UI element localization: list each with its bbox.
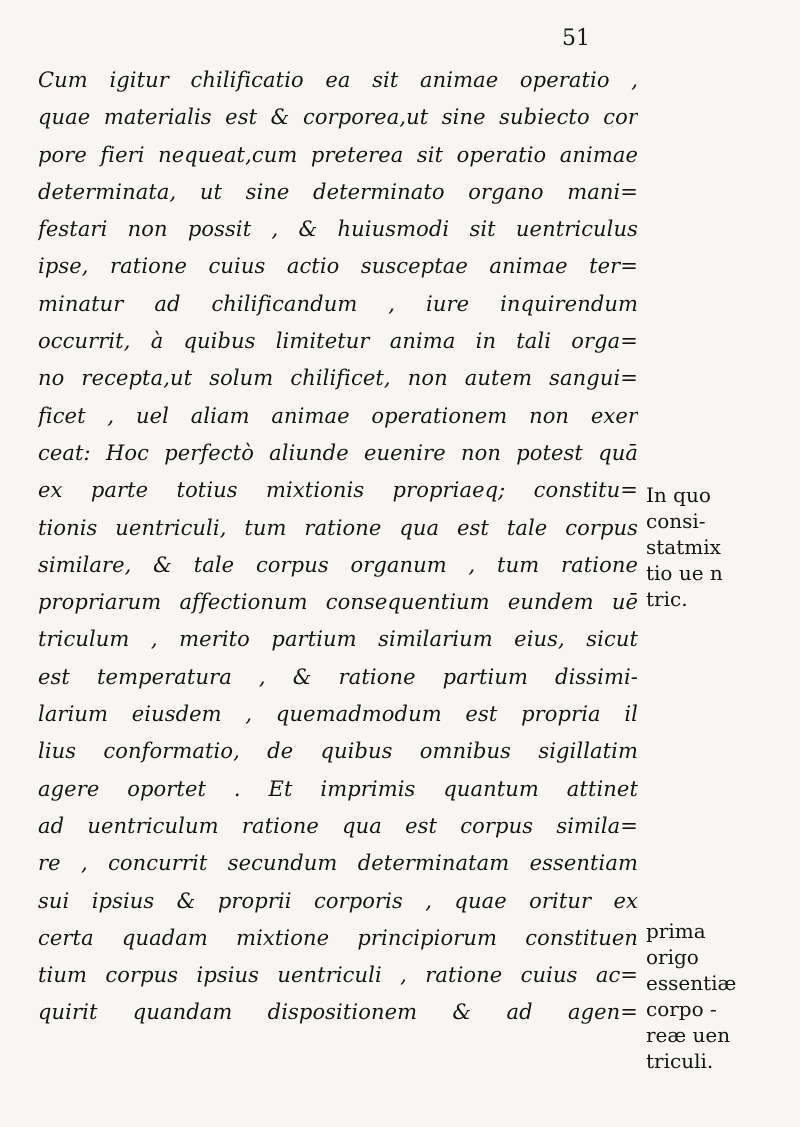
text-line: larium eiusdem , quemadmodum est propria il — [38, 702, 638, 727]
margin-line: prima — [646, 919, 706, 943]
text-line: agere oportet . Et imprimis quantum attinet — [38, 776, 638, 801]
text-line: pore fieri nequeat,cum preterea sit operatio animae — [38, 142, 638, 167]
body-text — [38, 62, 638, 1032]
text-line: ad uentriculum ratione qua est corpus simila= — [38, 813, 638, 838]
marginal-note-mixture — [646, 482, 723, 612]
text-line: quirit quandam dispositionem & ad agen= — [38, 1000, 638, 1025]
text-line: tionis uentriculi, tum ratione qua est tale corpus — [38, 515, 638, 540]
text-line: determinata, ut sine determinato organo mani= — [38, 179, 638, 204]
text-line: tium corpus ipsius uentriculi , ratione cuius ac= — [38, 963, 638, 988]
text-line: no recepta,ut solum chilificet, non autem sangui= — [38, 366, 638, 391]
margin-line: consi- — [646, 509, 706, 533]
margin-line: In quo — [646, 483, 711, 507]
margin-line: origo — [646, 945, 699, 969]
text-line: similare, & tale corpus organum , tum ratione — [38, 552, 638, 577]
text-line: re , concurrit secundum determinatam essentiam — [38, 851, 638, 876]
text-line: lius conformatio, de quibus omnibus sigillatim — [38, 739, 638, 764]
text-line: triculum , merito partium similarium eius, sicut — [38, 627, 638, 652]
text-line: quae materialis est & corporea,ut sine subiecto cor — [38, 105, 638, 130]
text-line: occurrit, à quibus limitetur anima in tali orga= — [38, 329, 638, 354]
text-line: sui ipsius & proprii corporis , quae oritur ex — [38, 888, 638, 913]
text-line: est temperatura , & ratione partium dissimi- — [38, 664, 638, 689]
margin-line: tio ue n — [646, 561, 723, 585]
text-line: certa quadam mixtione principiorum constituen — [38, 925, 638, 950]
margin-line: statmix — [646, 535, 721, 559]
text-line: ceat: Hoc perfectò aliunde euenire non potest quā — [38, 440, 638, 465]
margin-line: corpo - — [646, 997, 717, 1021]
marginal-note-origin — [646, 918, 736, 1074]
text-line: ficet , uel aliam animae operationem non exer — [38, 403, 638, 428]
text-line: minatur ad chilificandum , iure inquirendum — [38, 291, 638, 316]
page-number: 51 — [562, 26, 590, 51]
text-line: ex parte totius mixtionis propriaeq; constitu= — [38, 478, 638, 503]
text-line: ipse, ratione cuius actio susceptae animae ter= — [38, 254, 638, 279]
margin-line: essentiæ — [646, 971, 737, 995]
margin-line: triculi. — [646, 1049, 714, 1073]
text-line: propriarum affectionum consequentium eundem uē — [38, 590, 638, 615]
margin-line: reæ uen — [646, 1023, 731, 1047]
text-line: Cum igitur chilificatio ea sit animae operatio , — [38, 68, 638, 92]
text-line: festari non possit , & huiusmodi sit uentriculus — [38, 217, 638, 242]
margin-line: tric. — [646, 587, 688, 611]
